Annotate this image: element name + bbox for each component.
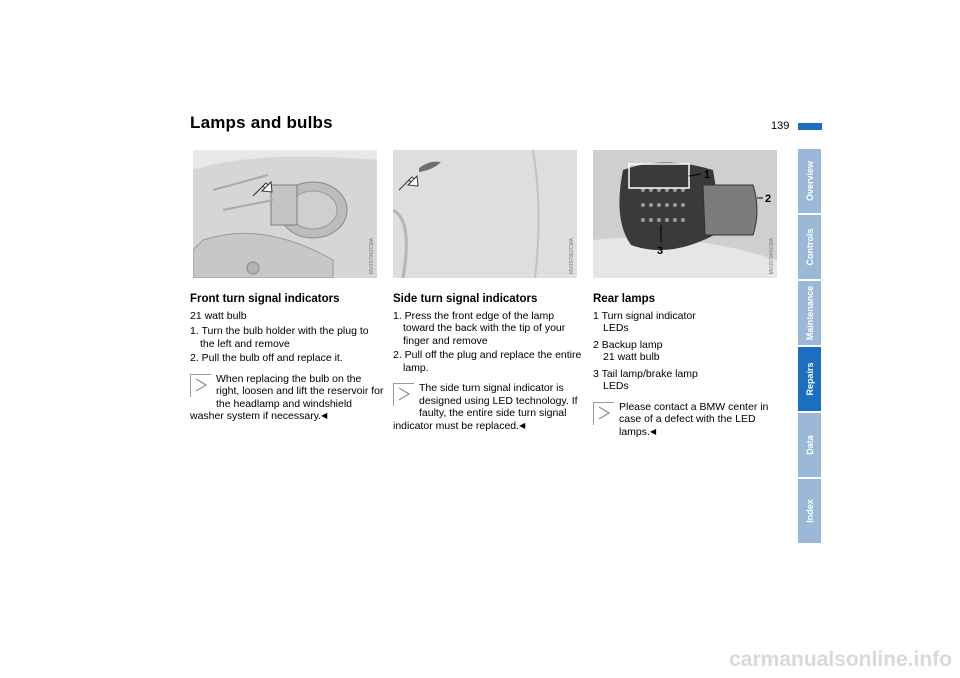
tab-overview[interactable]: Overview [798, 149, 821, 213]
legend-item: 2 Backup lamp 21 watt bulb [593, 338, 663, 363]
step-item: 2. Pull the bulb off and replace it. [190, 352, 343, 364]
step-item: 1. Press the front edge of the lamp toward the back with the tip of your finger and remove [393, 309, 566, 347]
tab-maintenance[interactable]: Maintenance [798, 281, 821, 345]
note [593, 401, 788, 439]
legend-list [593, 310, 788, 393]
step-list [393, 310, 588, 375]
page-number-marker [798, 123, 822, 130]
step-item: 1. Turn the bulb holder with the plug to the left and remove [190, 325, 369, 350]
note [190, 373, 385, 423]
tab-index[interactable]: Index [798, 479, 821, 543]
side-turn-signal-section [393, 293, 588, 432]
note-text: The side turn signal indicator is designed using LED technology. If faulty, the entire side turn signal indicator must be replaced. [393, 382, 578, 432]
front-turn-signal-photo [193, 150, 377, 278]
tab-repairs[interactable]: Repairs [798, 347, 821, 411]
image-code: MV0S794ZCMA [369, 237, 375, 274]
step-list [190, 325, 385, 365]
tab-controls[interactable]: Controls [798, 215, 821, 279]
note-text: Please contact a BMW center in case of a defect with the LED lamps. [619, 400, 769, 438]
section-heading: Front turn signal indicators [190, 293, 340, 305]
legend-item: 3 Tail lamp/brake lamp LEDs [593, 367, 698, 392]
callout-2: 2 [765, 193, 772, 205]
page-title: Lamps and bulbs [190, 113, 333, 132]
callout-1: 1 [704, 169, 711, 181]
page-number: 139 [771, 120, 790, 132]
note-icon [393, 383, 414, 406]
section-heading: Side turn signal indicators [393, 293, 538, 305]
callout-3: 3 [657, 245, 664, 257]
watermark: carmanualsonline.info [729, 648, 952, 671]
side-turn-signal-photo [393, 150, 577, 278]
legend-item: 1 Turn signal indicator LEDs [593, 309, 696, 334]
end-mark: ◀ [649, 426, 657, 436]
step-item: 2. Pull off the plug and replace the entire lamp. [393, 349, 582, 374]
image-code: MV0S794SCMA [769, 237, 775, 274]
end-mark: ◀ [519, 420, 526, 430]
tab-data[interactable]: Data [798, 413, 821, 477]
rear-lamps-photo [593, 150, 777, 278]
image-code: MV0S786ZCMA [569, 237, 575, 274]
bulb-spec: 21 watt bulb [190, 309, 247, 322]
end-mark: ◀ [321, 411, 328, 420]
rear-lamps-section [593, 293, 788, 438]
note-text: When replacing the bulb on the right, loosen and lift the reservoir for the headlamp and windshield washer system if necessary. [190, 372, 384, 422]
note-icon [190, 374, 211, 397]
front-turn-signal-section [190, 293, 385, 423]
section-heading: Rear lamps [593, 293, 656, 305]
note [393, 382, 588, 432]
note-icon [593, 402, 614, 425]
chapter-tabs [798, 149, 821, 545]
